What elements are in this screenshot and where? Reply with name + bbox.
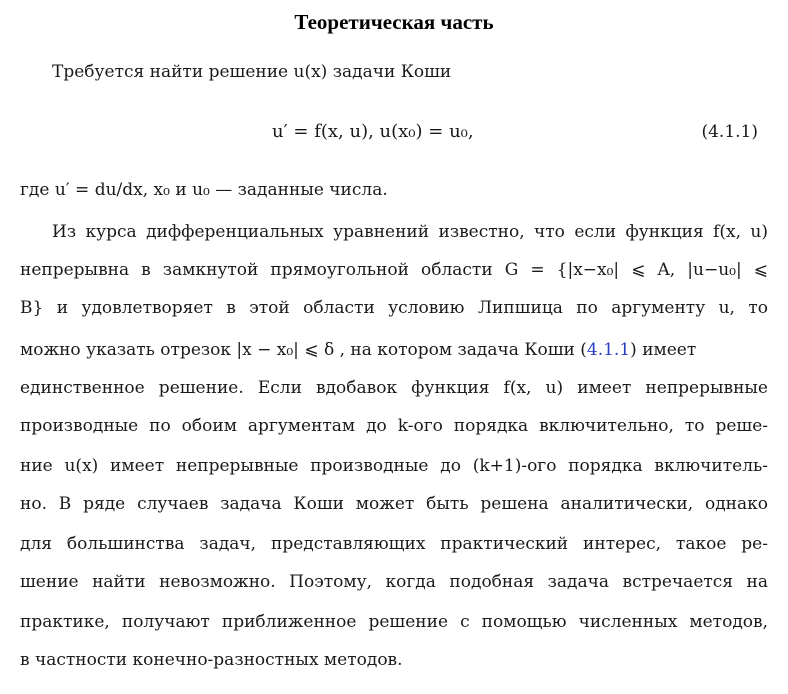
paragraph-line-1: Из курса дифференциальных уравнений известно, что если функция f(x, u) — [52, 222, 768, 242]
where-line: где u′ = du/dx, x₀ и u₀ — заданные числа. — [20, 180, 388, 200]
paragraph-line-4 — [20, 338, 768, 362]
page-title: Теоретическая часть — [294, 10, 494, 34]
equation-reference-link[interactable]: 4.1.1 — [586, 340, 631, 360]
paragraph-line-12: в частности конечно-разностных методов. — [20, 650, 403, 670]
paragraph-line-8: но. В ряде случаев задача Коши может быть решена аналитически, однако — [20, 494, 768, 514]
paragraph-line-6: производные по обоим аргументам до k-ого порядка включительно, то реше- — [20, 416, 768, 436]
paragraph-line-2: непрерывна в замкнутой прямоугольной области G = {|x−x₀| ⩽ A, |u−u₀| ⩽ — [20, 260, 768, 280]
paragraph-line-5: единственное решение. Если вдобавок функция f(x, u) имеет непрерывные — [20, 378, 768, 398]
intro-line: Требуется найти решение u(x) задачи Коши — [52, 62, 452, 82]
paragraph-line-11: практике, получают приближенное решение с помощью численных методов, — [20, 612, 768, 632]
paragraph-line-10: шение найти невозможно. Поэтому, когда подобная задача встречается на — [20, 572, 768, 592]
cauchy-equation: u′ = f(x, u), u(x₀) = u₀, — [272, 121, 474, 142]
paragraph-line-4-text: можно указать отрезок |x − x₀| ⩽ δ , на котором задача Коши ( — [20, 340, 587, 360]
paragraph-line-3: B} и удовлетворяет в этой области условию Липшица по аргументу u, то — [20, 298, 768, 318]
equation-number: (4.1.1) — [701, 122, 758, 142]
paragraph-line-9: для большинства задач, представляющих практический интерес, такое ре- — [20, 534, 768, 554]
paragraph-line-4-tail: ) имеет — [630, 340, 697, 360]
paragraph-line-7: ние u(x) имеет непрерывные производные до (k+1)-ого порядка включитель- — [20, 456, 768, 476]
